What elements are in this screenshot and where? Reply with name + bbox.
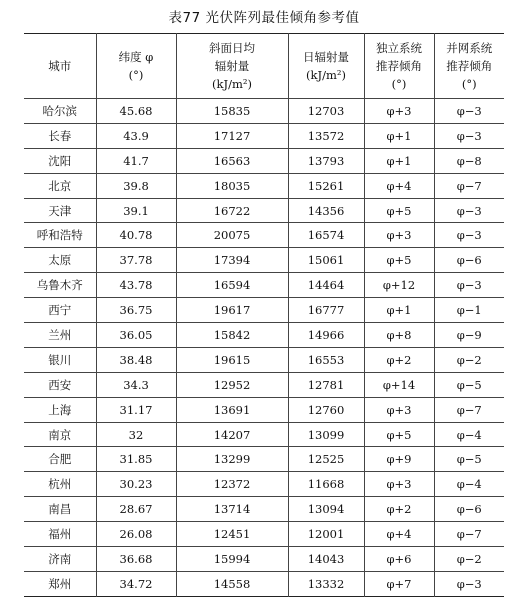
cell-inclined-radiation: 18035	[176, 173, 288, 198]
table-row	[24, 397, 504, 422]
cell-latitude: 31.17	[96, 397, 176, 422]
header-row	[24, 34, 504, 99]
cell-daily-radiation: 14464	[288, 273, 364, 298]
cell-latitude: 40.78	[96, 223, 176, 248]
cell-latitude: 34.3	[96, 372, 176, 397]
cell-inclined-radiation: 15994	[176, 547, 288, 572]
cell-city: 北京	[24, 173, 96, 198]
cell-city: 天津	[24, 198, 96, 223]
cell-grid-angle: φ−4	[434, 472, 504, 497]
cell-standalone-angle: φ+4	[364, 173, 434, 198]
cell-inclined-radiation: 16594	[176, 273, 288, 298]
table-row	[24, 123, 504, 148]
table-row	[24, 298, 504, 323]
table-body	[24, 99, 504, 597]
table-row	[24, 223, 504, 248]
cell-city: 银川	[24, 347, 96, 372]
cell-city: 南昌	[24, 497, 96, 522]
cell-daily-radiation: 13572	[288, 123, 364, 148]
cell-standalone-angle: φ+1	[364, 123, 434, 148]
cell-inclined-radiation: 16722	[176, 198, 288, 223]
table-row	[24, 347, 504, 372]
table-row	[24, 547, 504, 572]
table-row	[24, 447, 504, 472]
cell-grid-angle: φ−4	[434, 422, 504, 447]
cell-grid-angle: φ−3	[434, 571, 504, 596]
cell-daily-radiation: 12703	[288, 99, 364, 124]
table-row	[24, 472, 504, 497]
header-inclined-radiation: 斜面日均 辐射量 (kJ/m²)	[176, 34, 288, 99]
table-row	[24, 422, 504, 447]
cell-grid-angle: φ−3	[434, 99, 504, 124]
cell-grid-angle: φ−3	[434, 123, 504, 148]
cell-latitude: 41.7	[96, 148, 176, 173]
cell-latitude: 36.05	[96, 323, 176, 348]
table-row	[24, 571, 504, 596]
table-row	[24, 173, 504, 198]
cell-daily-radiation: 15261	[288, 173, 364, 198]
cell-city: 哈尔滨	[24, 99, 96, 124]
cell-inclined-radiation: 20075	[176, 223, 288, 248]
cell-latitude: 45.68	[96, 99, 176, 124]
cell-grid-angle: φ−5	[434, 447, 504, 472]
cell-city: 兰州	[24, 323, 96, 348]
cell-daily-radiation: 13332	[288, 571, 364, 596]
cell-grid-angle: φ−5	[434, 372, 504, 397]
cell-city: 杭州	[24, 472, 96, 497]
cell-latitude: 37.78	[96, 248, 176, 273]
cell-inclined-radiation: 16563	[176, 148, 288, 173]
cell-standalone-angle: φ+2	[364, 497, 434, 522]
cell-grid-angle: φ−7	[434, 173, 504, 198]
table-row	[24, 248, 504, 273]
cell-city: 济南	[24, 547, 96, 572]
cell-city: 呼和浩特	[24, 223, 96, 248]
cell-inclined-radiation: 14558	[176, 571, 288, 596]
table-title: 表77 光伏阵列最佳倾角参考值	[168, 10, 360, 26]
tilt-angle-table	[24, 33, 504, 597]
table-row	[24, 372, 504, 397]
cell-grid-angle: φ−8	[434, 148, 504, 173]
cell-standalone-angle: φ+6	[364, 547, 434, 572]
cell-standalone-angle: φ+3	[364, 472, 434, 497]
cell-standalone-angle: φ+5	[364, 422, 434, 447]
table-row	[24, 497, 504, 522]
cell-standalone-angle: φ+3	[364, 223, 434, 248]
cell-daily-radiation: 13793	[288, 148, 364, 173]
cell-city: 南京	[24, 422, 96, 447]
cell-grid-angle: φ−3	[434, 223, 504, 248]
cell-latitude: 39.8	[96, 173, 176, 198]
table-row	[24, 99, 504, 124]
cell-inclined-radiation: 19615	[176, 347, 288, 372]
cell-latitude: 32	[96, 422, 176, 447]
cell-daily-radiation: 14356	[288, 198, 364, 223]
table-row	[24, 522, 504, 547]
cell-standalone-angle: φ+8	[364, 323, 434, 348]
cell-grid-angle: φ−6	[434, 248, 504, 273]
cell-daily-radiation: 13094	[288, 497, 364, 522]
cell-city: 西宁	[24, 298, 96, 323]
cell-latitude: 28.67	[96, 497, 176, 522]
table-row	[24, 273, 504, 298]
cell-latitude: 34.72	[96, 571, 176, 596]
cell-standalone-angle: φ+4	[364, 522, 434, 547]
cell-daily-radiation: 16777	[288, 298, 364, 323]
cell-latitude: 30.23	[96, 472, 176, 497]
cell-inclined-radiation: 13691	[176, 397, 288, 422]
cell-city: 福州	[24, 522, 96, 547]
header-latitude: 纬度 φ (°)	[96, 34, 176, 99]
cell-inclined-radiation: 12372	[176, 472, 288, 497]
cell-grid-angle: φ−1	[434, 298, 504, 323]
cell-city: 西安	[24, 372, 96, 397]
table-row	[24, 323, 504, 348]
cell-inclined-radiation: 17127	[176, 123, 288, 148]
cell-city: 沈阳	[24, 148, 96, 173]
header-daily-radiation: 日辐射量 (kJ/m²)	[288, 34, 364, 99]
cell-daily-radiation: 12525	[288, 447, 364, 472]
cell-inclined-radiation: 17394	[176, 248, 288, 273]
cell-inclined-radiation: 12451	[176, 522, 288, 547]
cell-standalone-angle: φ+2	[364, 347, 434, 372]
cell-latitude: 39.1	[96, 198, 176, 223]
cell-latitude: 43.9	[96, 123, 176, 148]
cell-daily-radiation: 15061	[288, 248, 364, 273]
cell-latitude: 31.85	[96, 447, 176, 472]
cell-grid-angle: φ−3	[434, 273, 504, 298]
cell-inclined-radiation: 13299	[176, 447, 288, 472]
header-grid-angle: 并网系统 推荐倾角 (°)	[434, 34, 504, 99]
cell-grid-angle: φ−3	[434, 198, 504, 223]
cell-inclined-radiation: 15835	[176, 99, 288, 124]
cell-city: 上海	[24, 397, 96, 422]
cell-daily-radiation: 14043	[288, 547, 364, 572]
cell-standalone-angle: φ+1	[364, 298, 434, 323]
cell-city: 长春	[24, 123, 96, 148]
cell-city: 乌鲁木齐	[24, 273, 96, 298]
cell-city: 郑州	[24, 571, 96, 596]
cell-city: 太原	[24, 248, 96, 273]
cell-latitude: 43.78	[96, 273, 176, 298]
table-row	[24, 198, 504, 223]
cell-standalone-angle: φ+5	[364, 248, 434, 273]
cell-latitude: 36.68	[96, 547, 176, 572]
cell-daily-radiation: 12760	[288, 397, 364, 422]
cell-daily-radiation: 16553	[288, 347, 364, 372]
cell-grid-angle: φ−2	[434, 347, 504, 372]
cell-city: 合肥	[24, 447, 96, 472]
cell-daily-radiation: 12001	[288, 522, 364, 547]
cell-inclined-radiation: 19617	[176, 298, 288, 323]
cell-standalone-angle: φ+3	[364, 397, 434, 422]
cell-inclined-radiation: 13714	[176, 497, 288, 522]
cell-latitude: 36.75	[96, 298, 176, 323]
cell-standalone-angle: φ+7	[364, 571, 434, 596]
cell-daily-radiation: 12781	[288, 372, 364, 397]
cell-standalone-angle: φ+14	[364, 372, 434, 397]
cell-latitude: 26.08	[96, 522, 176, 547]
cell-daily-radiation: 14966	[288, 323, 364, 348]
cell-standalone-angle: φ+5	[364, 198, 434, 223]
cell-grid-angle: φ−7	[434, 397, 504, 422]
cell-inclined-radiation: 15842	[176, 323, 288, 348]
cell-standalone-angle: φ+1	[364, 148, 434, 173]
cell-daily-radiation: 11668	[288, 472, 364, 497]
cell-standalone-angle: φ+9	[364, 447, 434, 472]
cell-grid-angle: φ−6	[434, 497, 504, 522]
cell-inclined-radiation: 14207	[176, 422, 288, 447]
cell-standalone-angle: φ+12	[364, 273, 434, 298]
cell-daily-radiation: 16574	[288, 223, 364, 248]
cell-daily-radiation: 13099	[288, 422, 364, 447]
header-standalone-angle: 独立系统 推荐倾角 (°)	[364, 34, 434, 99]
header-city: 城市	[24, 34, 96, 99]
cell-grid-angle: φ−9	[434, 323, 504, 348]
table-row	[24, 148, 504, 173]
cell-latitude: 38.48	[96, 347, 176, 372]
cell-standalone-angle: φ+3	[364, 99, 434, 124]
cell-grid-angle: φ−2	[434, 547, 504, 572]
cell-grid-angle: φ−7	[434, 522, 504, 547]
cell-inclined-radiation: 12952	[176, 372, 288, 397]
